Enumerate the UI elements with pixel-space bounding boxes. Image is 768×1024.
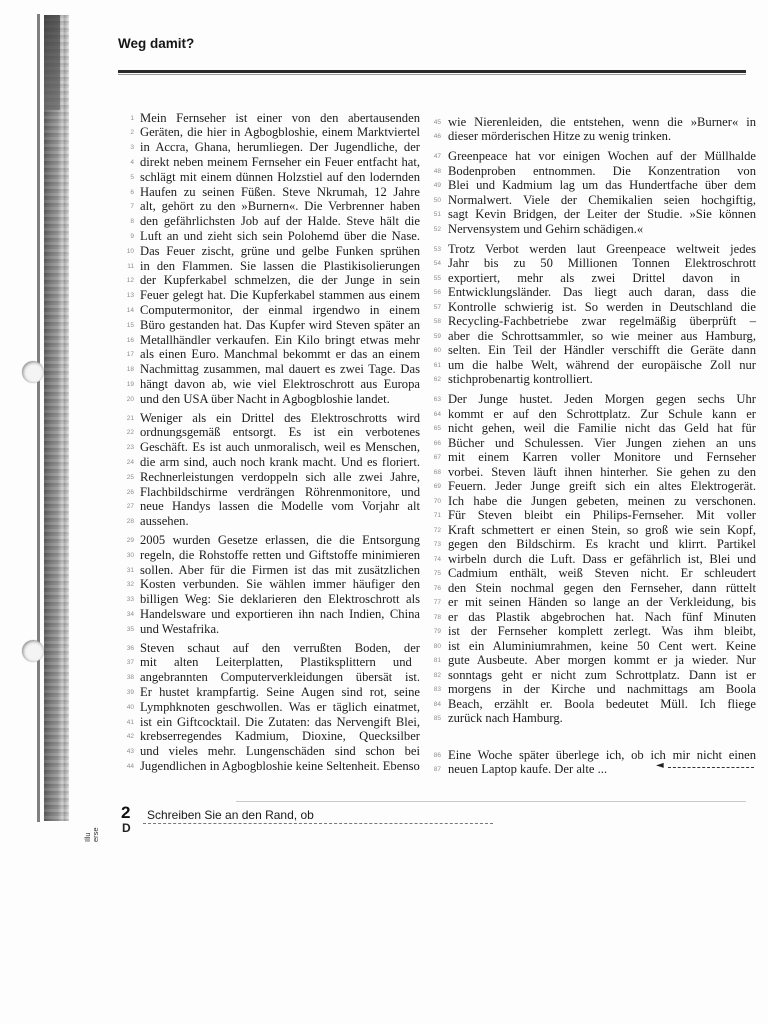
- line-text: Handelsware und exportieren ihn nach Indien, China: [140, 606, 420, 621]
- text-line: [418, 207, 756, 222]
- line-number: 4: [130, 158, 134, 166]
- line-number: 60: [433, 347, 441, 354]
- line-text: er das Plastik abgebrochen hat. Nach fünf Minuten: [448, 609, 756, 624]
- line-text: Bodenproben entnommen. Die Konzentration von: [448, 163, 756, 178]
- line-text: Für Steven bleibt ein Philips-Fernseher. Mit voller: [448, 508, 756, 522]
- text-line: [418, 164, 756, 179]
- line-text: ist ein Giftcocktail. Die Zutaten: das Nervengift Blei,: [140, 714, 420, 729]
- text-line: [110, 214, 420, 229]
- text-line: [418, 711, 756, 726]
- text-line: [110, 700, 420, 715]
- line-number: 19: [126, 380, 134, 388]
- page-title: Weg damit?: [118, 36, 195, 51]
- text-line: [418, 242, 756, 257]
- task-instruction: Schreiben Sie an den Rand, ob: [147, 808, 314, 822]
- text-line: [110, 333, 420, 348]
- text-line: [418, 314, 756, 329]
- line-number: 46: [433, 133, 441, 140]
- line-number: 62: [433, 376, 441, 383]
- line-text: Normalwert. Viele der Chemikalien seien hochgiftig,: [448, 192, 756, 207]
- text-line: [110, 111, 420, 126]
- text-line: [418, 115, 756, 130]
- line-number: 70: [433, 497, 441, 505]
- line-number: 50: [433, 196, 441, 204]
- line-text: Rechnerleistungen verdoppeln sich alle zwei Jahre,: [140, 469, 420, 484]
- line-number: 69: [433, 483, 441, 490]
- line-text: der Kupferkabel schmelzen, die der Junge in sein: [140, 273, 420, 288]
- line-number: 67: [433, 454, 441, 461]
- text-line: [110, 592, 420, 607]
- line-text: Cadmium enthält, weiß Steven nicht. Er schleudert: [448, 566, 756, 580]
- line-number: 49: [433, 182, 441, 189]
- text-line: [418, 450, 756, 465]
- text-line: [418, 407, 756, 422]
- line-number: 37: [126, 659, 134, 667]
- line-number: 10: [126, 247, 134, 255]
- line-text: er mit seinen Händen so lange an der Verkleidung, bis: [448, 595, 756, 609]
- line-text: krebserregendes Kadmium, Dioxine, Quecksilber: [140, 729, 420, 744]
- line-number: 42: [126, 733, 134, 741]
- text-line: [110, 155, 420, 170]
- line-text: gute Ausbeute. Aber morgen kommt er ja wieder. Nur: [448, 653, 756, 667]
- text-line: [110, 440, 420, 455]
- line-text: Haufen zu seinen Füßen. Steve Nkrumah, 12 Jahre: [140, 184, 420, 199]
- line-text: ist der Fernseher komplett zerlegt. Was ihm bleibt,: [448, 624, 756, 638]
- text-line: [418, 178, 756, 193]
- line-text: wie Nierenleiden, die entstehen, wenn die »Burner« in: [448, 114, 756, 129]
- line-text: vorbei. Steven läuft ihnen hinterher. Sie gehen zu den: [448, 464, 756, 479]
- line-number: 83: [433, 686, 441, 693]
- line-number: 48: [433, 167, 441, 175]
- text-line: [418, 222, 756, 237]
- margin-note: [84, 802, 104, 842]
- line-text: Steven schaut auf den verrußten Boden, der: [140, 640, 420, 655]
- line-text: Computermonitor, der einmal irgendwo in einem: [140, 302, 420, 317]
- margin-note-line: Illu: [83, 832, 92, 842]
- line-text: in den Flammen. Sie lassen die Plastikisolierungen: [140, 258, 420, 273]
- text-line: [418, 581, 756, 596]
- line-number: 43: [126, 748, 134, 756]
- line-text: neuen Laptop kaufe. Der alte ...: [448, 762, 608, 776]
- line-text: in Accra, Ghana, herumliegen. Der Jugendliche, der: [140, 140, 420, 155]
- text-line: [110, 425, 420, 440]
- text-line: [110, 729, 420, 744]
- line-text: Kontrolle schwierig ist. So werden in Deutschland die: [448, 299, 756, 314]
- line-text: wirbeln durch die Luft. Dass er gefährlich ist, Blei und: [448, 551, 756, 566]
- line-text: sagt Kevin Bridgen, der Leiter der Studie. »Sie können: [448, 207, 756, 221]
- line-number: 35: [126, 625, 134, 633]
- line-text: Jahr bis zu 50 Millionen Tonnen Elektroschrott: [448, 256, 756, 270]
- line-text: Das Feuer zischt, grüne und gelbe Funken sprühen: [140, 243, 420, 258]
- line-number: 17: [126, 351, 134, 359]
- line-number: 85: [433, 715, 441, 722]
- text-line: [110, 744, 420, 759]
- text-line: [110, 759, 420, 774]
- continuation-arrow: [656, 761, 754, 773]
- punch-hole: [22, 640, 44, 662]
- text-line: [110, 485, 420, 500]
- line-text: Trotz Verbot werden laut Greenpeace weltweit jedes: [448, 241, 756, 256]
- line-number: 31: [126, 566, 134, 574]
- text-line: [110, 655, 420, 670]
- line-number: 8: [130, 218, 134, 226]
- line-number: 27: [126, 503, 134, 511]
- line-text: Der Junge hustet. Jeden Morgen gegen sechs Uhr: [448, 392, 756, 406]
- line-text: Feuern. Jeder Junge greift sich ein altes Elektrogerät.: [448, 479, 756, 493]
- line-text: direkt neben meinem Fernseher ein Feuer entfacht hat,: [140, 154, 420, 169]
- task-letter: D: [122, 821, 131, 835]
- text-line: [418, 610, 756, 625]
- line-text: Blei und Kadmium lag um das Hundertfache über dem: [448, 178, 756, 192]
- line-number: 24: [126, 458, 134, 466]
- line-text: angebrannten Computerverkleidungen übersät ist.: [140, 670, 420, 685]
- line-number: 33: [126, 596, 134, 604]
- text-line: [110, 303, 420, 318]
- text-line: [110, 377, 420, 392]
- line-text: Jugendlichen in Agbogbloshie keine Seltenheit. Ebenso: [140, 758, 420, 773]
- line-text: Feuer gelegt hat. Die Kupferkabel stammen aus einem: [140, 288, 420, 303]
- line-number: 74: [433, 555, 441, 563]
- text-line: [110, 499, 420, 514]
- line-number: 87: [433, 766, 441, 773]
- text-line: [418, 358, 756, 373]
- line-text: Entwicklungsländer. Das liegt auch daran, dass die: [448, 285, 756, 299]
- text-line: [418, 256, 756, 271]
- line-text: Greenpeace hat vor einigen Wochen auf der Müllhalde: [448, 149, 756, 163]
- line-number: 3: [130, 144, 134, 152]
- text-line: [110, 347, 420, 362]
- binding-strip-shadow: [44, 15, 60, 110]
- line-number: 66: [433, 439, 441, 447]
- line-number: 11: [127, 262, 134, 270]
- line-number: 40: [126, 703, 134, 711]
- line-text: Er hustet krampfartig. Seine Augen sind rot, seine: [140, 684, 420, 699]
- text-line: [418, 421, 756, 436]
- line-number: 75: [433, 570, 441, 577]
- line-number: 41: [126, 718, 134, 726]
- text-line: [418, 697, 756, 712]
- line-number: 82: [433, 671, 441, 679]
- task-rule: [143, 823, 493, 824]
- line-text: Luft an und zieht sich sein Polohemd über die Nase.: [140, 228, 420, 243]
- text-line: [110, 185, 420, 200]
- line-number: 51: [433, 211, 441, 218]
- line-text: Eine Woche später überlege ich, ob ich mir nicht einen: [448, 747, 756, 762]
- line-number: 18: [126, 366, 134, 374]
- line-number: 14: [126, 306, 134, 314]
- line-number: 25: [126, 473, 134, 481]
- line-text: alt, gehört zu den »Burnern«. Die Verbrenner haben: [140, 199, 420, 214]
- line-text: billigen Weg: Sie deklarieren den Elektroschrott als: [140, 592, 420, 607]
- line-text: Flachbildschirme verdrängen Röhrenmonitore, und: [140, 484, 420, 499]
- line-number: 30: [126, 551, 134, 559]
- text-line: [110, 622, 420, 637]
- text-line: [110, 125, 420, 140]
- line-number: 23: [126, 444, 134, 452]
- text-line: [418, 285, 756, 300]
- text-line: [110, 670, 420, 685]
- line-text: ist ein Aluminiumrahmen, keine 50 Cent wert. Keine: [448, 638, 756, 653]
- line-text: morgens in der Kirche und nachmittags am Boola: [448, 682, 756, 696]
- line-text: zurück nach Hamburg.: [448, 711, 563, 725]
- text-line: [110, 548, 420, 563]
- title-rule: [118, 70, 746, 73]
- line-text: 2005 wurden Gesetze erlassen, die die Entsorgung: [140, 532, 420, 547]
- line-text: sollen. Aber für die Firmen ist das mit zusätzlichen: [140, 562, 420, 577]
- line-text: Nervensystem und Gehirn schädigen.«: [448, 221, 644, 236]
- line-text: selten. Ein Teil der Händler verschifft die Geräte dann: [448, 343, 756, 357]
- line-text: Kosten verbunden. Sie wählen immer häufiger den: [140, 577, 420, 592]
- line-number: 56: [433, 289, 441, 296]
- line-number: 52: [433, 225, 441, 233]
- line-text: ordnungsgemäß entsorgt. Es ist ein verbotenes: [140, 425, 420, 440]
- line-text: stichprobenartig kontrolliert.: [448, 372, 593, 386]
- line-number: 78: [433, 613, 441, 621]
- text-line: [418, 566, 756, 581]
- text-line: [110, 229, 420, 244]
- text-line: [110, 455, 420, 470]
- line-number: 9: [130, 232, 134, 240]
- text-line: [110, 577, 420, 592]
- text-line: [110, 514, 420, 529]
- text-line: [418, 193, 756, 208]
- line-text: schlägt mit einem dünnen Holzstiel auf den lodernden: [140, 169, 420, 184]
- line-number: 53: [433, 245, 441, 253]
- text-line: [418, 300, 756, 315]
- line-number: 45: [433, 118, 441, 126]
- line-number: 47: [433, 153, 441, 160]
- line-text: dieser mörderischen Hitze zu wenig trinken.: [448, 129, 672, 143]
- line-number: 77: [433, 599, 441, 606]
- text-line: [418, 372, 756, 387]
- line-number: 80: [433, 642, 441, 650]
- line-text: um die halbe Welt, während der europäische Zoll nur: [448, 357, 756, 372]
- text-line: [110, 715, 420, 730]
- line-text: mit einem Karren voller Monitore und Fernseher: [448, 450, 756, 464]
- line-text: Kraft schmettert er einen Stein, so groß wie sein Kopf,: [448, 522, 756, 537]
- text-line: [418, 508, 756, 523]
- line-number: 20: [126, 395, 134, 403]
- text-line: [418, 595, 756, 610]
- text-line: [110, 563, 420, 578]
- line-number: 12: [126, 277, 134, 285]
- line-text: Nachmittag zusammen, mal dauert es zwei Tage. Das: [140, 362, 420, 377]
- line-text: Beach, erzählt er. Boola bedeutet Müll. Ich fliege: [448, 696, 756, 711]
- text-line: [418, 392, 756, 407]
- line-text: Büro gestanden hat. Das Kupfer wird Steven später an: [140, 317, 420, 332]
- line-number: 26: [126, 488, 134, 496]
- text-line: [110, 170, 420, 185]
- line-number: 32: [126, 581, 134, 589]
- text-line: [110, 685, 420, 700]
- line-text: den gefährlichsten Job auf der Halde. Steve hält die: [140, 214, 420, 229]
- task-number: 2: [121, 803, 131, 822]
- binding-strip: [44, 15, 69, 821]
- section-divider: [236, 801, 746, 802]
- line-text: und Westafrika.: [140, 621, 220, 636]
- line-text: gegen den Bildschirm. Es kracht und klirrt. Partikel: [448, 537, 756, 551]
- line-number: 79: [433, 628, 441, 635]
- text-line: [418, 639, 756, 654]
- scan-edge: [37, 14, 40, 822]
- line-text: die arm sind, auch noch krank macht. Und es floriert.: [140, 454, 420, 469]
- text-line: [110, 288, 420, 303]
- line-text: exportiert, mehr als zwei Drittel davon in: [448, 270, 741, 285]
- line-text: nicht gehen, weil die Familie nicht das Geld hat für: [448, 421, 756, 435]
- text-line: [418, 465, 756, 480]
- line-number: 76: [433, 584, 441, 592]
- text-line: [418, 494, 756, 509]
- line-number: 71: [433, 512, 441, 519]
- line-text: sonntags geht er nicht zum Schrottplatz. Dann ist er: [448, 667, 756, 682]
- arrow-dashed-tail: [668, 767, 754, 768]
- line-number: 68: [433, 468, 441, 476]
- line-number: 1: [130, 114, 134, 122]
- line-number: 72: [433, 526, 441, 534]
- text-line: [110, 641, 420, 656]
- text-line: [418, 523, 756, 538]
- line-text: Metallhändler verkaufen. Ein Kilo bringt etwas mehr: [140, 332, 420, 347]
- arrow-left-icon: ◄: [656, 760, 664, 771]
- line-text: Geräten, die hier in Agbogbloshie, einem Marktviertel: [140, 125, 420, 140]
- text-line: [110, 199, 420, 214]
- line-text: Mein Fernseher ist einer von den abertausenden: [140, 110, 420, 125]
- line-number: 59: [433, 332, 441, 340]
- text-line: [110, 607, 420, 622]
- line-number: 54: [433, 260, 441, 267]
- text-line: [418, 552, 756, 567]
- line-number: 6: [130, 188, 134, 196]
- text-line: [418, 624, 756, 639]
- line-number: 64: [433, 410, 441, 418]
- text-line: [418, 329, 756, 344]
- line-number: 65: [433, 425, 441, 432]
- line-number: 86: [433, 751, 441, 759]
- text-line: [110, 533, 420, 548]
- line-number: 39: [126, 688, 134, 696]
- text-line: [418, 653, 756, 668]
- text-line: [418, 271, 756, 286]
- line-text: regeln, die Rohstoffe retten und Giftstoffe minimieren: [140, 547, 420, 562]
- line-number: 21: [126, 414, 134, 422]
- line-number: 15: [126, 321, 134, 329]
- line-number: 29: [126, 536, 134, 544]
- line-text: Geschäft. Es ist auch unmoralisch, weil es Menschen,: [140, 440, 420, 455]
- line-number: 57: [433, 303, 441, 311]
- line-text: neue Handys lassen die Modelle vom Vorjahr alt: [140, 499, 420, 514]
- line-number: 58: [433, 318, 441, 325]
- punch-hole: [22, 361, 44, 383]
- line-number: 34: [126, 610, 134, 618]
- line-text: Bücher und Schulessen. Vier Jungen ziehen an uns: [448, 435, 756, 450]
- line-number: 5: [130, 173, 134, 181]
- text-line: [418, 668, 756, 683]
- text-line: [110, 259, 420, 274]
- text-line: [110, 318, 420, 333]
- text-line: [418, 682, 756, 697]
- title-rule-shadow: [118, 74, 746, 75]
- text-line: [110, 140, 420, 155]
- text-line: [418, 479, 756, 494]
- text-line: [418, 343, 756, 358]
- line-text: Weniger als ein Drittel des Elektroschrotts wird: [140, 410, 420, 425]
- text-line: [110, 273, 420, 288]
- line-number: 81: [433, 657, 441, 664]
- line-text: als einen Euro. Manchmal bekommt er das an einem: [140, 347, 420, 362]
- text-line: [418, 129, 756, 144]
- text-line: [110, 392, 420, 407]
- line-number: 73: [433, 541, 441, 548]
- text-line: [418, 149, 756, 164]
- line-text: Ich habe die Jungen gebeten, meinen zu verschonen.: [448, 493, 756, 508]
- line-text: und den USA über Nacht in Agbogbloshie landet.: [140, 391, 390, 406]
- text-line: [418, 436, 756, 451]
- line-number: 7: [130, 203, 134, 211]
- line-text: aussehen.: [140, 514, 189, 529]
- line-text: mit alten Leiterplatten, Plastiksplittern und: [140, 655, 412, 670]
- text-line: [110, 470, 420, 485]
- line-number: 61: [433, 361, 441, 369]
- text-line: [110, 411, 420, 426]
- line-number: 13: [126, 292, 134, 300]
- text-line: [418, 537, 756, 552]
- line-number: 38: [126, 674, 134, 682]
- line-text: Lymphknoten geschwollen. Was er täglich einatmet,: [140, 699, 420, 714]
- text-line: [110, 244, 420, 259]
- line-number: 36: [126, 644, 134, 652]
- line-number: 22: [126, 429, 134, 437]
- line-number: 16: [126, 336, 134, 344]
- line-text: hängt davon ab, wie viel Elektroschrott aus Europa: [140, 376, 420, 391]
- line-text: kommt er auf den Schrottplatz. Zur Schule kann er: [448, 406, 756, 421]
- line-number: 28: [126, 518, 134, 526]
- line-text: Recycling-Fachbetriebe zwar regelmäßig überprüft –: [448, 314, 756, 328]
- line-number: 44: [126, 762, 134, 770]
- text-line: [110, 362, 420, 377]
- line-text: den Stein nochmal gegen den Fernseher, dann rüttelt: [448, 580, 756, 595]
- line-text: aber die Schrottsammler, so wie meiner aus Hamburg,: [448, 328, 756, 343]
- line-text: und vieles mehr. Lungenschäden sind schon bei: [140, 744, 420, 759]
- line-number: 63: [433, 396, 441, 403]
- margin-note-line: erse: [91, 827, 100, 842]
- line-number: 55: [433, 274, 441, 282]
- line-number: 2: [130, 129, 134, 137]
- line-number: 84: [433, 700, 441, 708]
